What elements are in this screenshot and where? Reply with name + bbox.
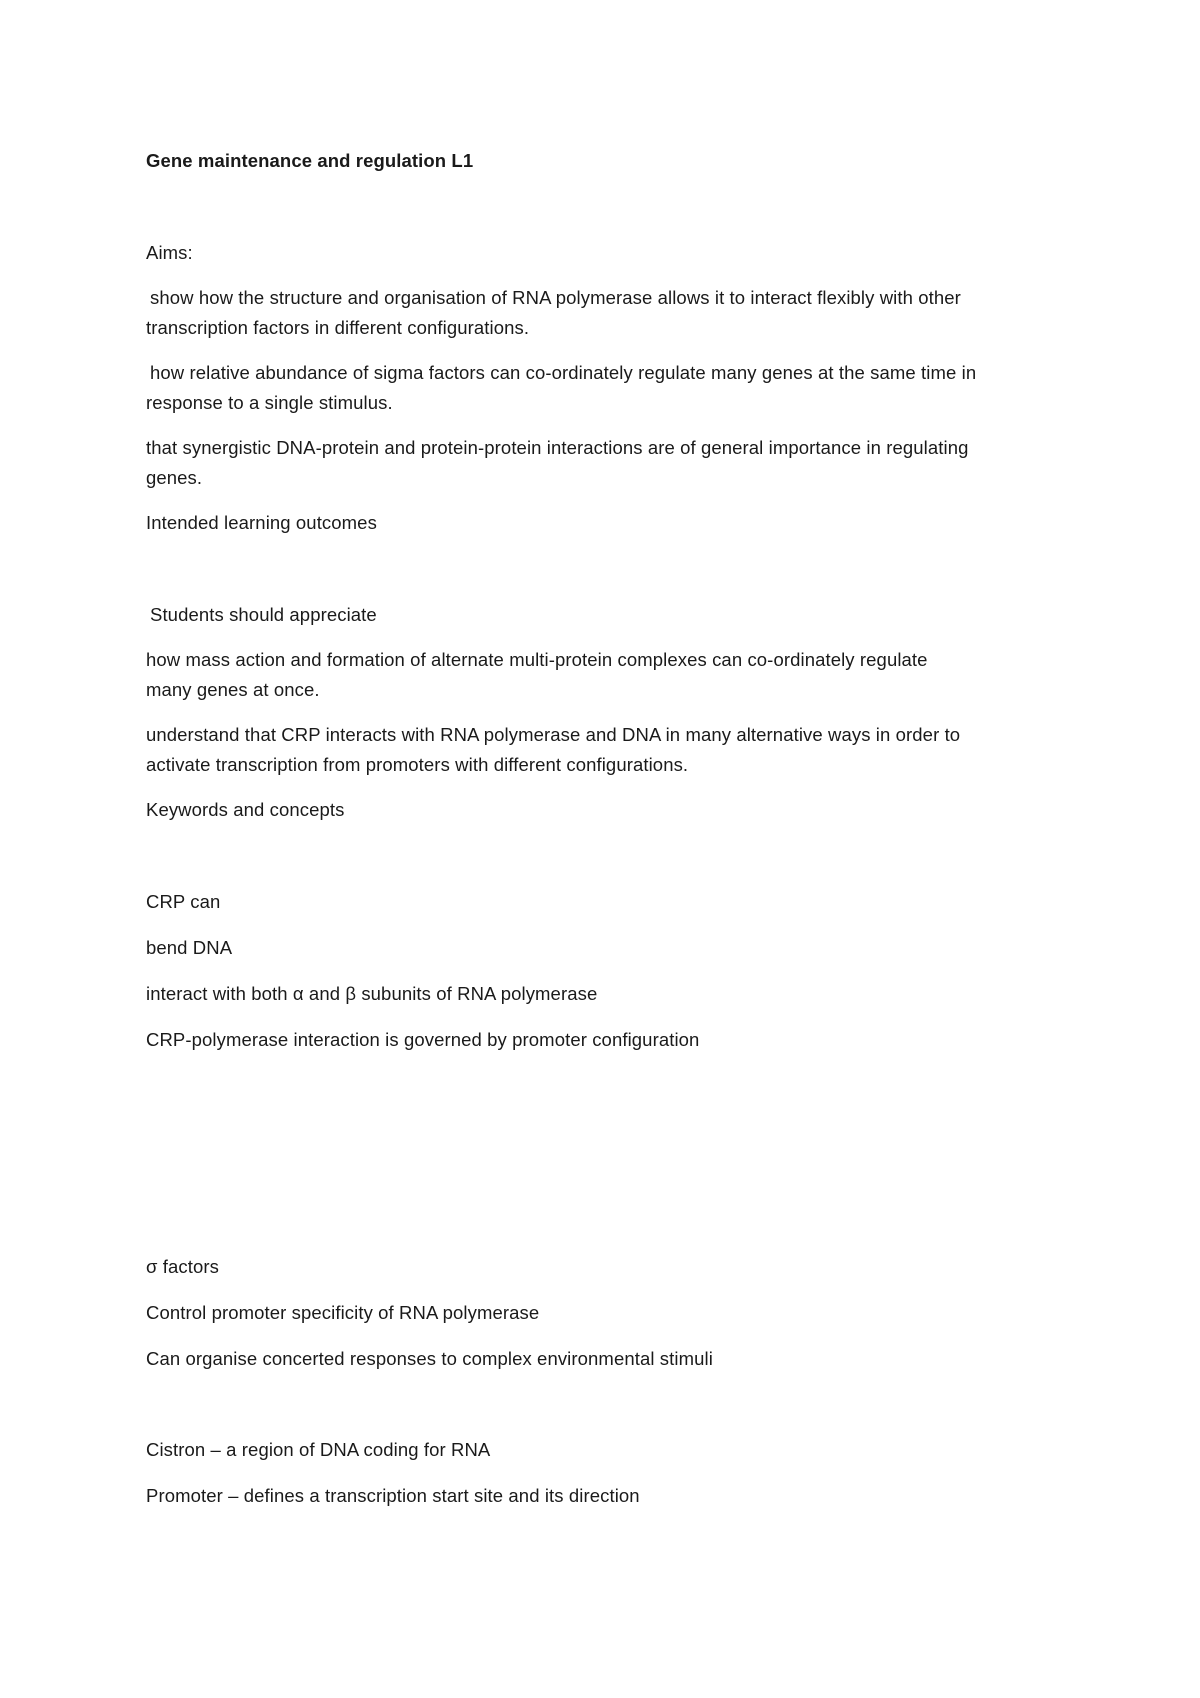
outcome-2-line-1: understand that CRP interacts with RNA polymerase and DNA in many alternative ways in order to bbox=[146, 724, 961, 745]
aim-1-line-1: show how the structure and organisation of RNA polymerase allows it to interact flexibly with other bbox=[150, 287, 961, 308]
definition-cistron: Cistron – a region of DNA coding for RNA bbox=[146, 1439, 491, 1460]
outcome-1-line-2: many genes at once. bbox=[146, 679, 320, 700]
crp-point-1: bend DNA bbox=[146, 937, 233, 958]
crp-point-3: CRP-polymerase interaction is governed by promoter configuration bbox=[146, 1029, 700, 1050]
sigma-heading: σ factors bbox=[146, 1256, 219, 1277]
aim-2-line-2: response to a single stimulus. bbox=[146, 392, 393, 413]
students-heading: Students should appreciate bbox=[150, 604, 377, 625]
ilo-heading: Intended learning outcomes bbox=[146, 512, 377, 533]
sigma-point-2: Can organise concerted responses to complex environmental stimuli bbox=[146, 1348, 713, 1369]
aims-heading: Aims: bbox=[146, 242, 193, 263]
keywords-heading: Keywords and concepts bbox=[146, 799, 345, 820]
aim-1-line-2: transcription factors in different configurations. bbox=[146, 317, 530, 338]
aim-3-line-2: genes. bbox=[146, 467, 203, 488]
crp-point-2: interact with both α and β subunits of RNA polymerase bbox=[146, 983, 598, 1004]
sigma-point-1: Control promoter specificity of RNA polymerase bbox=[146, 1302, 540, 1323]
aim-2-line-1: how relative abundance of sigma factors can co-ordinately regulate many genes at the same time in bbox=[150, 362, 977, 383]
outcome-2-line-2: activate transcription from promoters with different configurations. bbox=[146, 754, 689, 775]
document-title: Gene maintenance and regulation L1 bbox=[146, 150, 474, 171]
outcome-1-line-1: how mass action and formation of alternate multi-protein complexes can co-ordinately regulate bbox=[146, 649, 928, 670]
aim-3-line-1: that synergistic DNA-protein and protein-protein interactions are of general importance in regulating bbox=[146, 437, 969, 458]
crp-heading: CRP can bbox=[146, 891, 221, 912]
definition-promoter: Promoter – defines a transcription start site and its direction bbox=[146, 1485, 640, 1506]
